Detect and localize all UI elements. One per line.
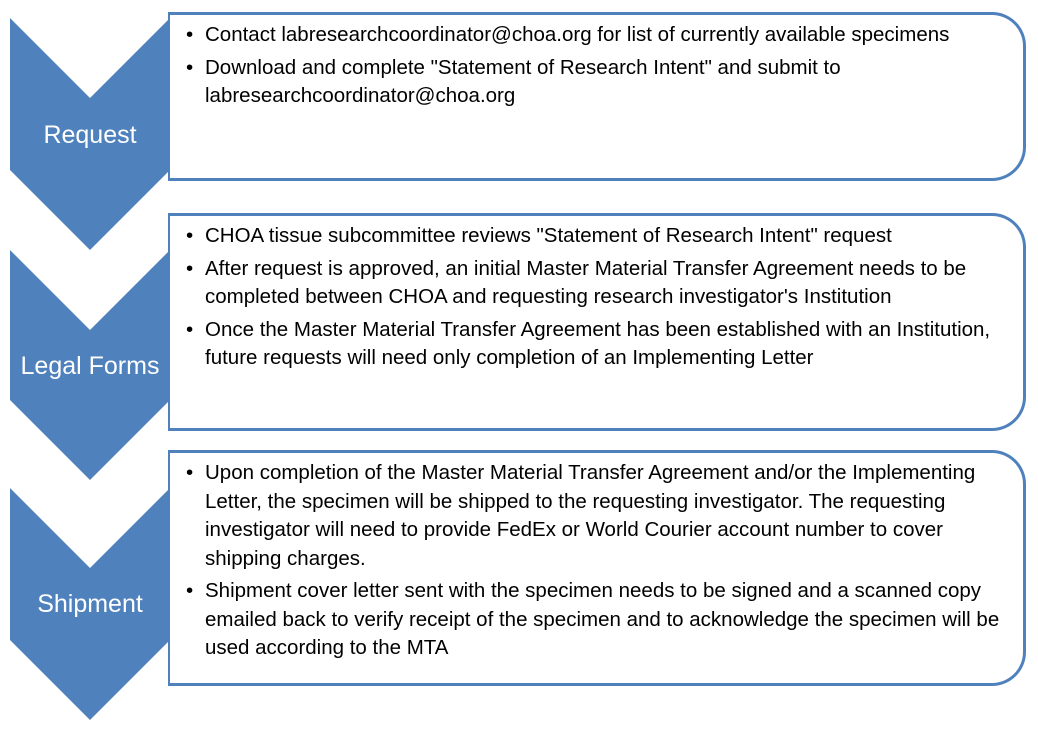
bullet-item: • After request is approved, an initial Master Material Transfer Agreement needs to be completed between CHOA and requesting research investigator's Institution xyxy=(186,255,1009,312)
step-label-request: Request xyxy=(43,121,137,149)
step-box-request xyxy=(168,12,1026,181)
bullet-item: • Contact labresearchcoordinator@choa.org for list of currently available specimens xyxy=(186,21,1009,50)
step-box-shipment xyxy=(168,450,1026,686)
step-label-shipment: Shipment xyxy=(37,590,143,618)
bullet-item: • Shipment cover letter sent with the specimen needs to be signed and a scanned copy emailed back to verify receipt of the specimen and to acknowledge the specimen will be used according to the MTA xyxy=(186,577,1009,663)
step-label-legal-forms: Legal Forms xyxy=(20,352,160,380)
bullet-list-shipment xyxy=(186,459,1009,663)
bullet-list-request xyxy=(186,21,1009,111)
bullet-item: • Download and complete "Statement of Research Intent" and submit to labresearchcoordinator@choa.org xyxy=(186,54,1009,111)
step-box-legal-forms xyxy=(168,213,1026,431)
bullet-item: • Upon completion of the Master Material Transfer Agreement and/or the Implementing Letter, the specimen will be shipped to the requesting investigator. The requesting investigator will need to provide FedEx or World Courier account number to cover shipping charges. xyxy=(186,459,1009,573)
bullet-item: • Once the Master Material Transfer Agreement has been established with an Institution, future requests will need only completion of an Implementing Letter xyxy=(186,316,1009,373)
bullet-list-legal-forms xyxy=(186,222,1009,373)
bullet-item: • CHOA tissue subcommittee reviews "Statement of Research Intent" request xyxy=(186,222,1009,251)
